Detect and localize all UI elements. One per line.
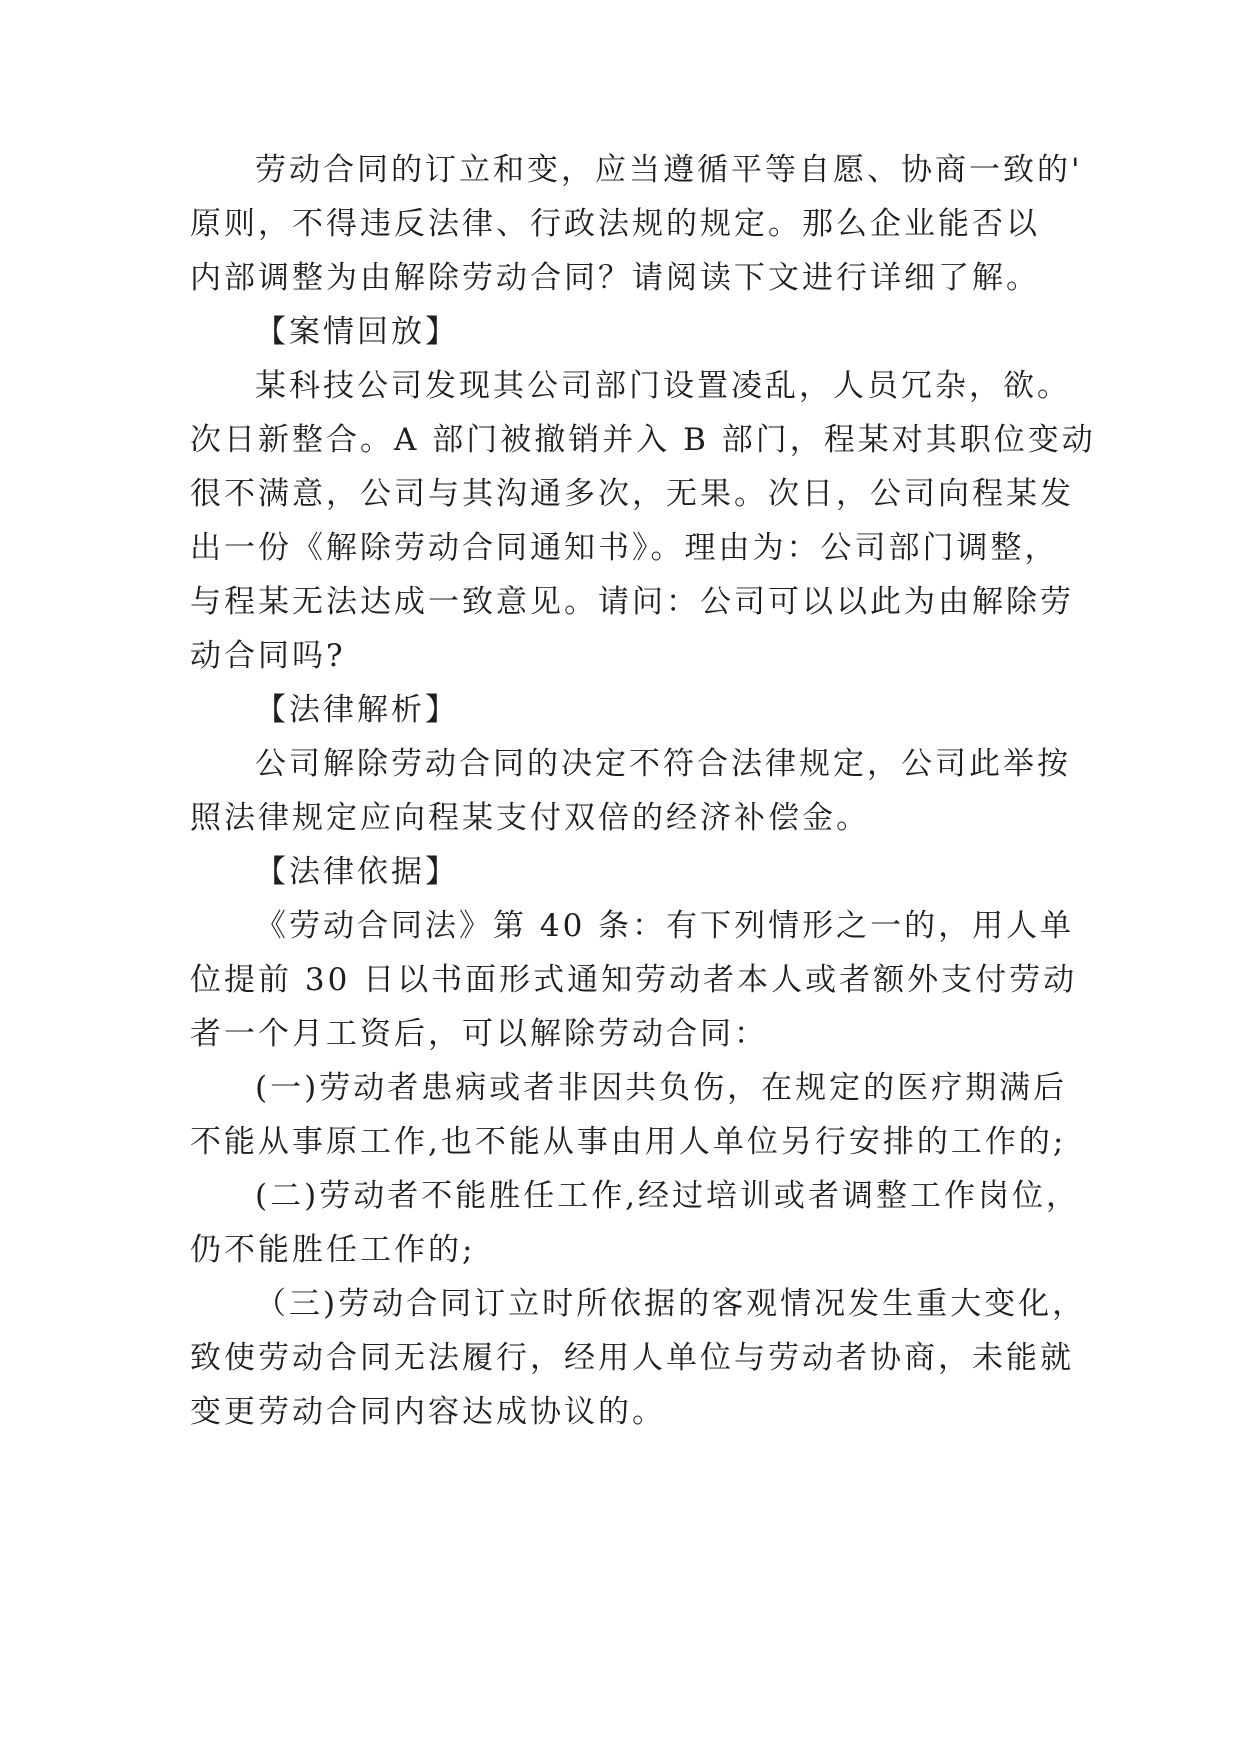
paragraph-line: 公司解除劳动合同的决定不符合法律规定，公司此举按 — [255, 746, 1071, 782]
section-heading: 【法律依据】 — [255, 854, 459, 890]
paragraph-line: 内部调整为由解除劳动合同？请阅读下文进行详细了解。 — [190, 260, 1040, 296]
paragraph-line: 与程某无法达成一致意见。请问：公司可以以此为由解除劳 — [190, 584, 1074, 620]
paragraph-line: 原则，不得违反法律、行政法规的规定。那么企业能否以 — [190, 206, 1040, 242]
paragraph-line: 出一份《解除劳动合同通知书》。理由为：公司部门调整， — [190, 530, 1059, 566]
list-item-line: 致使劳动合同无法履行，经用人单位与劳动者协商，未能就 — [190, 1340, 1074, 1376]
paragraph-line: 很不满意，公司与其沟通多次，无果。次日，公司向程某发 — [190, 476, 1074, 512]
paragraph-line: 动合同吗? — [190, 638, 346, 674]
list-item-line: 不能从事原工作,也不能从事由用人单位另行安排的工作的; — [190, 1124, 1067, 1160]
list-item-line: （三)劳动合同订立时所依据的客观情况发生重大变化， — [255, 1286, 1087, 1322]
list-item-line: (二)劳动者不能胜任工作,经过培训或者调整工作岗位， — [255, 1178, 1081, 1214]
list-item-line: 变更劳动合同内容达成协议的。 — [190, 1394, 666, 1430]
paragraph-line: 某科技公司发现其公司部门设置凌乱，人员冗杂，欲。 — [255, 368, 1071, 404]
paragraph-line: 《劳动合同法》第 40 条：有下列情形之一的，用人单 — [255, 908, 1075, 944]
list-item-line: 仍不能胜任工作的; — [190, 1232, 476, 1268]
paragraph-line: 照法律规定应向程某支付双倍的经济补偿金。 — [190, 800, 870, 836]
paragraph-line: 位提前 30 日以书面形式通知劳动者本人或者额外支付劳动 — [190, 962, 1078, 998]
paragraph-line: 者一个月工资后，可以解除劳动合同： — [190, 1016, 768, 1052]
list-item-line: (一)劳动者患病或者非因共负伤，在规定的医疗期满后 — [255, 1070, 1068, 1106]
section-heading: 【案情回放】 — [255, 314, 459, 350]
section-heading: 【法律解析】 — [255, 692, 459, 728]
paragraph-line: 劳动合同的订立和变，应当遵循平等自愿、协商一致的' — [255, 152, 1083, 188]
paragraph-line: 次日新整合。A 部门被撤销并入 B 部门，程某对其职位变动 — [190, 422, 1096, 458]
